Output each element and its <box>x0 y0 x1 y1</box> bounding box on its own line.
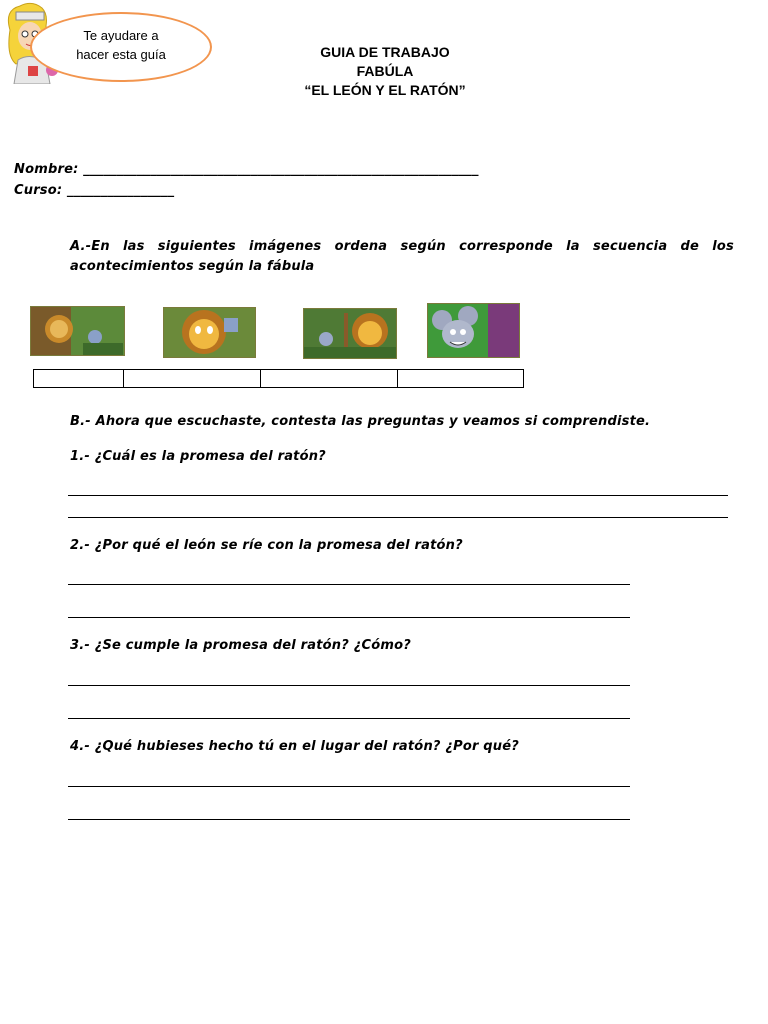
answer-line-2b[interactable] <box>68 617 630 618</box>
sequence-box-3[interactable] <box>260 369 398 388</box>
question-4: 4.- ¿Qué hubieses hecho tú en el lugar del ratón? ¿Por qué? <box>70 739 520 754</box>
title-line-2: FABÚLA <box>356 63 414 79</box>
speech-bubble-text <box>30 26 212 64</box>
answer-line-3b[interactable] <box>68 718 630 719</box>
question-3: 3.- ¿Se cumple la promesa del ratón? ¿Cómo? <box>70 638 411 653</box>
mouse-gnawing-rope-icon <box>427 303 520 358</box>
question-2: 2.- ¿Por qué el león se ríe con la promesa del ratón? <box>70 538 463 553</box>
answer-line-1b[interactable] <box>68 517 728 518</box>
sequence-box-4[interactable] <box>397 369 524 388</box>
answer-line-1a[interactable] <box>68 495 728 496</box>
nombre-field: Nombre: ___________________________________________________________ <box>14 162 479 177</box>
sequence-box-2[interactable] <box>123 369 261 388</box>
section-a-instruction: A.-En las siguientes imágenes ordena según corresponde la secuencia de los acontecimientos según la fábula <box>70 239 734 274</box>
answer-line-2a[interactable] <box>68 584 630 585</box>
lion-and-mouse-scene-icon <box>30 306 125 356</box>
bubble-line-2: hacer esta guía <box>76 47 166 62</box>
lion-face-icon <box>163 307 256 358</box>
answer-line-4a[interactable] <box>68 786 630 787</box>
answer-line-3a[interactable] <box>68 685 630 686</box>
sequence-box-1[interactable] <box>33 369 124 388</box>
section-b-instruction: B.- Ahora que escuchaste, contesta las preguntas y veamos si comprendiste. <box>70 414 651 429</box>
lion-with-mouse-icon <box>303 308 397 359</box>
title-line-1: GUIA DE TRABAJO <box>320 44 450 60</box>
curso-field: Curso: ________________ <box>14 183 175 198</box>
question-1: 1.- ¿Cuál es la promesa del ratón? <box>70 449 326 464</box>
answer-line-4b[interactable] <box>68 819 630 820</box>
bubble-line-1: Te ayudare a <box>83 28 159 43</box>
title-line-3: “EL LEÓN Y EL RATÓN” <box>304 82 466 98</box>
